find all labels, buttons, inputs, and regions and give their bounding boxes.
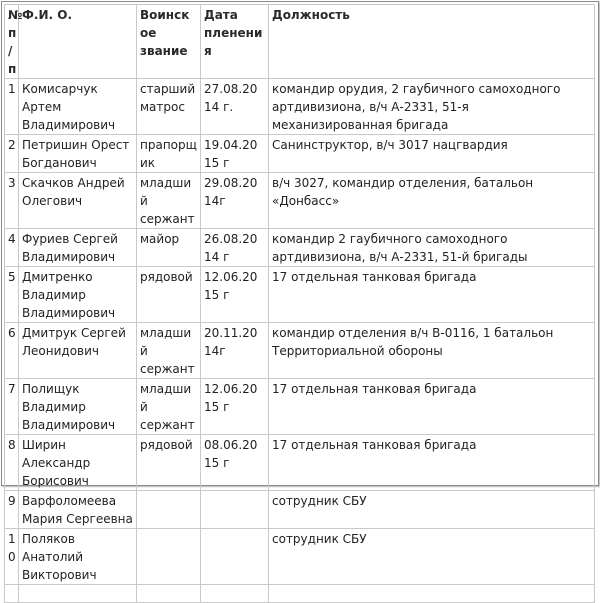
cell-empty <box>19 585 137 603</box>
cell-empty <box>137 585 201 603</box>
cell-position: в/ч 3027, командир отделения, батальон «Донбасс» <box>269 173 595 229</box>
cell-num: 8 <box>5 435 19 491</box>
cell-rank <box>137 491 201 529</box>
cell-num: 4 <box>5 229 19 267</box>
cell-name: Фуриев Сергей Владимирович <box>19 229 137 267</box>
cell-name: Варфоломеева Мария Сергеевна <box>19 491 137 529</box>
cell-date: 27.08.2014 г. <box>201 79 269 135</box>
cell-position: сотрудник СБУ <box>269 491 595 529</box>
cell-num: 6 <box>5 323 19 379</box>
cell-name: Ширин Александр Борисович <box>19 435 137 491</box>
cell-date: 29.08.2014г <box>201 173 269 229</box>
cell-position: командир отделения в/ч В-0116, 1 батальон Территориальной обороны <box>269 323 595 379</box>
header-rank: Воинское звание <box>137 5 201 79</box>
header-name: Ф.И. О. <box>19 5 137 79</box>
cell-num: 10 <box>5 529 19 585</box>
cell-empty <box>5 585 19 603</box>
cell-num: 2 <box>5 135 19 173</box>
cell-position: Санинструктор, в/ч 3017 нацгвардия <box>269 135 595 173</box>
cell-num: 9 <box>5 491 19 529</box>
table-row <box>5 529 595 585</box>
table-header-row <box>5 5 595 79</box>
cell-position: командир 2 гаубичного самоходного артдивизиона, в/ч А-2331, 51-й бригады <box>269 229 595 267</box>
table-row <box>5 267 595 323</box>
table-row <box>5 323 595 379</box>
cell-num: 5 <box>5 267 19 323</box>
cell-rank: младший сержант <box>137 323 201 379</box>
cell-rank <box>137 529 201 585</box>
table-row <box>5 135 595 173</box>
header-date: Дата пленения <box>201 5 269 79</box>
table-row <box>5 229 595 267</box>
cell-name: Дмитренко Владимир Владимирович <box>19 267 137 323</box>
cell-rank: прапорщик <box>137 135 201 173</box>
cell-name: Дмитрук Сергей Леонидович <box>19 323 137 379</box>
table-row <box>5 491 595 529</box>
cell-num: 3 <box>5 173 19 229</box>
cell-empty <box>201 585 269 603</box>
cell-name: Поляков Анатолий Викторович <box>19 529 137 585</box>
header-position: Должность <box>269 5 595 79</box>
cell-rank: рядовой <box>137 267 201 323</box>
table-row <box>5 173 595 229</box>
table-row-empty <box>5 585 595 603</box>
cell-date: 12.06.2015 г <box>201 267 269 323</box>
cell-name: Комисарчук Артем Владимирович <box>19 79 137 135</box>
cell-date <box>201 491 269 529</box>
cell-date: 19.04.2015 г <box>201 135 269 173</box>
cell-name: Скачков Андрей Олегович <box>19 173 137 229</box>
cell-date: 26.08.2014 г <box>201 229 269 267</box>
cell-name: Полищук Владимир Владимирович <box>19 379 137 435</box>
cell-empty <box>269 585 595 603</box>
cell-date: 08.06.2015 г <box>201 435 269 491</box>
cell-position: 17 отдельная танковая бригада <box>269 435 595 491</box>
cell-num: 1 <box>5 79 19 135</box>
table-row <box>5 79 595 135</box>
cell-position: командир орудия, 2 гаубичного самоходного артдивизиона, в/ч А-2331, 51-я механизированная бригада <box>269 79 595 135</box>
cell-name: Петришин Орест Богданович <box>19 135 137 173</box>
cell-rank: старший матрос <box>137 79 201 135</box>
cell-rank: младший сержант <box>137 173 201 229</box>
table-row <box>5 379 595 435</box>
cell-rank: майор <box>137 229 201 267</box>
cell-position: 17 отдельная танковая бригада <box>269 267 595 323</box>
cell-rank: младший сержант <box>137 379 201 435</box>
document-frame <box>1 1 599 582</box>
cell-date <box>201 529 269 585</box>
cell-date: 12.06.2015 г <box>201 379 269 435</box>
cell-position: сотрудник СБУ <box>269 529 595 585</box>
prisoners-table <box>4 4 595 603</box>
table-row <box>5 435 595 491</box>
cell-date: 20.11.2014г <box>201 323 269 379</box>
cell-position: 17 отдельная танковая бригада <box>269 379 595 435</box>
cell-rank: рядовой <box>137 435 201 491</box>
cell-num: 7 <box>5 379 19 435</box>
header-num: № п/п <box>5 5 19 79</box>
